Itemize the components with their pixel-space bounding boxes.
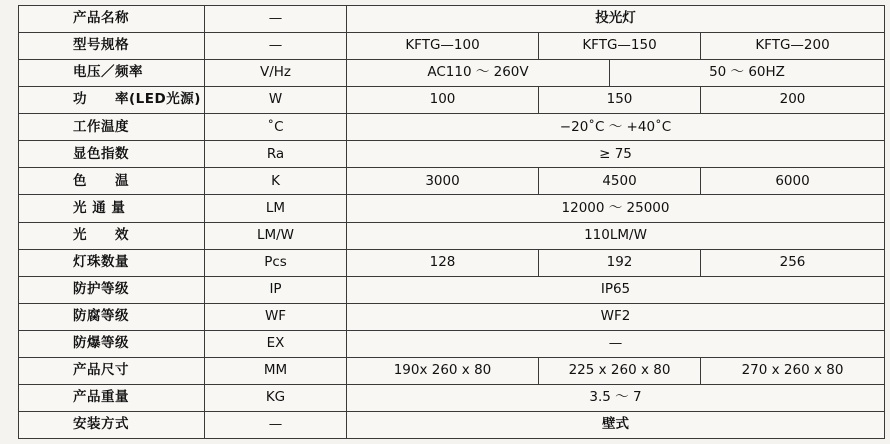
param-label: 安装方式 — [19, 411, 205, 438]
frequency-value: 50 ～ 60HZ — [610, 60, 885, 87]
row-product-name — [19, 6, 885, 33]
cct-200: 6000 — [701, 168, 885, 195]
unit-cell: — — [205, 6, 347, 33]
cct-100: 3000 — [347, 168, 539, 195]
explosion-value: — — [347, 330, 885, 357]
param-label: 光 效 — [19, 222, 205, 249]
param-label: 产品尺寸 — [19, 357, 205, 384]
param-label: 产品名称 — [19, 6, 205, 33]
weight-value: 3.5 ～ 7 — [347, 384, 885, 411]
row-model — [19, 33, 885, 60]
row-color-temperature — [19, 168, 885, 195]
model-100: KFTG—100 — [347, 33, 539, 60]
efficacy-value: 110LM/W — [347, 222, 885, 249]
row-ingress-protection — [19, 276, 885, 303]
led-count-100: 128 — [347, 249, 539, 276]
row-power — [19, 87, 885, 114]
cct-150: 4500 — [539, 168, 701, 195]
unit-cell: LM/W — [205, 222, 347, 249]
param-label: 功 率(LED光源) — [19, 87, 205, 114]
row-dimensions — [19, 357, 885, 384]
installation-value: 壁式 — [347, 411, 885, 438]
model-200: KFTG—200 — [701, 33, 885, 60]
row-corrosion-grade — [19, 303, 885, 330]
param-label: 防护等级 — [19, 276, 205, 303]
dimensions-100: 190x 260 x 80 — [347, 357, 539, 384]
param-label: 防腐等级 — [19, 303, 205, 330]
power-200: 200 — [701, 87, 885, 114]
row-voltage-frequency — [19, 60, 885, 87]
row-explosion-proof — [19, 330, 885, 357]
unit-cell: V/Hz — [205, 60, 347, 87]
unit-cell: IP — [205, 276, 347, 303]
led-count-150: 192 — [539, 249, 701, 276]
dimensions-200: 270 x 260 x 80 — [701, 357, 885, 384]
led-count-200: 256 — [701, 249, 885, 276]
model-150: KFTG—150 — [539, 33, 701, 60]
cri-value: ≥ 75 — [347, 141, 885, 168]
param-label: 电压／频率 — [19, 60, 205, 87]
flux-value: 12000 ～ 25000 — [347, 195, 885, 222]
unit-cell: ˚C — [205, 114, 347, 141]
row-luminous-efficacy — [19, 222, 885, 249]
ip-value: IP65 — [347, 276, 885, 303]
spec-table-body — [19, 6, 885, 439]
unit-cell: — — [205, 411, 347, 438]
param-label: 光 通 量 — [19, 195, 205, 222]
param-label: 产品重量 — [19, 384, 205, 411]
row-led-count — [19, 249, 885, 276]
row-weight — [19, 384, 885, 411]
param-label: 防爆等级 — [19, 330, 205, 357]
row-installation — [19, 411, 885, 438]
power-100: 100 — [347, 87, 539, 114]
unit-cell: Pcs — [205, 249, 347, 276]
unit-cell: W — [205, 87, 347, 114]
param-label: 灯珠数量 — [19, 249, 205, 276]
unit-cell: WF — [205, 303, 347, 330]
power-150: 150 — [539, 87, 701, 114]
unit-cell: Ra — [205, 141, 347, 168]
unit-cell: LM — [205, 195, 347, 222]
unit-cell: EX — [205, 330, 347, 357]
product-name-value: 投光灯 — [347, 6, 885, 33]
spec-table — [18, 5, 885, 439]
row-color-rendering-index — [19, 141, 885, 168]
unit-cell: KG — [205, 384, 347, 411]
param-label: 型号规格 — [19, 33, 205, 60]
param-label: 工作温度 — [19, 114, 205, 141]
voltage-value: AC110 ～ 260V — [347, 60, 610, 87]
row-luminous-flux — [19, 195, 885, 222]
param-label: 色 温 — [19, 168, 205, 195]
unit-cell: — — [205, 33, 347, 60]
param-label: 显色指数 — [19, 141, 205, 168]
unit-cell: MM — [205, 357, 347, 384]
row-operating-temperature — [19, 114, 885, 141]
unit-cell: K — [205, 168, 347, 195]
dimensions-150: 225 x 260 x 80 — [539, 357, 701, 384]
temperature-value: −20˚C ～ +40˚C — [347, 114, 885, 141]
corrosion-value: WF2 — [347, 303, 885, 330]
